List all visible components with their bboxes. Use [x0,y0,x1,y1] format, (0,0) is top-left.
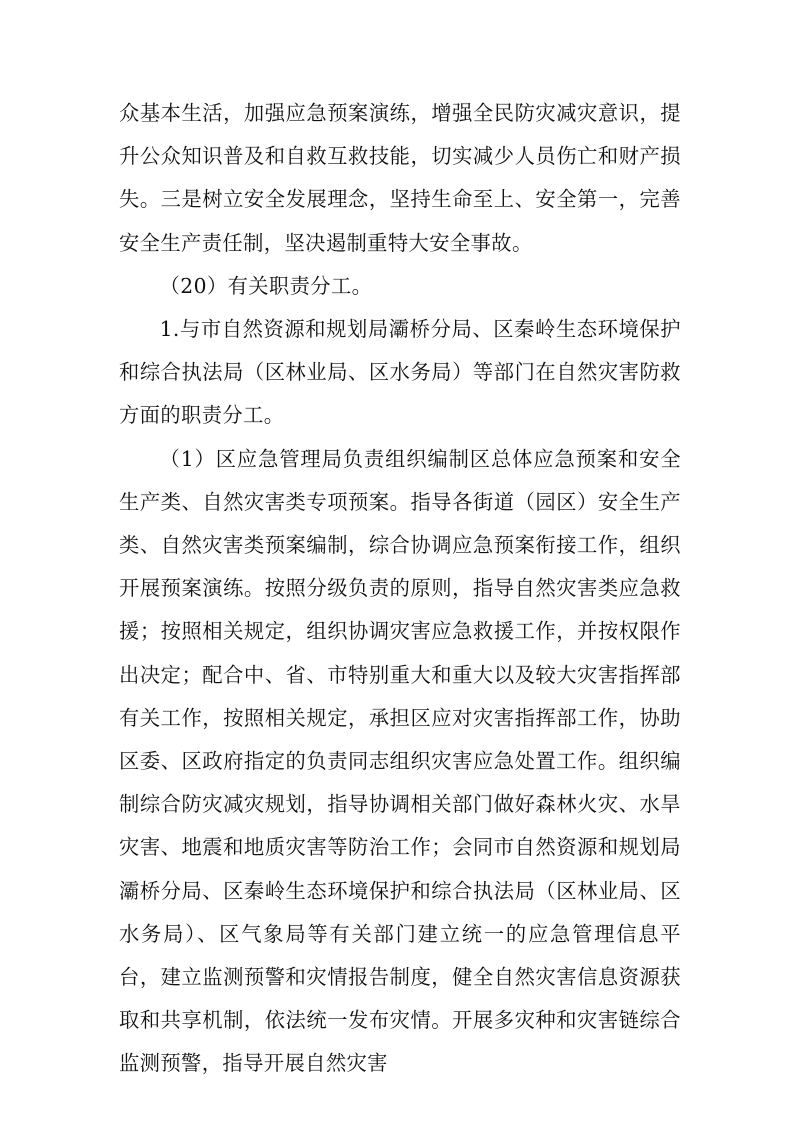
document-body [119,92,681,1086]
paragraph-item-1-1: （1）区应急管理局负责组织编制区总体应急预案和安全生产类、自然灾害类专项预案。指导各街道（园区）安全生产类、自然灾害类预案编制，综合协调应急预案衔接工作，组织开展预案演练。按照分级负责的原则，指导自然灾害类应急救援；按照相关规定，组织协调灾害应急救援工作，并按权限作出决定；配合中、省、市特别重大和重大以及较大灾害指挥部有关工作，按照相关规定，承担区应对灾害指挥部工作，协助区委、区政府指定的负责同志组织灾害应急处置工作。组织编制综合防灾减灾规划，指导协调相关部门做好森林火灾、水旱灾害、地震和地质灾害等防治工作；会同市自然资源和规划局灞桥分局、区秦岭生态环境保护和综合执法局（区林业局、区水务局）、区气象局等有关部门建立统一的应急管理信息平台，建立监测预警和灾情报告制度，健全自然灾害信息资源获取和共享机制，依法统一发布灾情。开展多灾种和灾害链综合监测预警，指导开展自然灾害 [119,446,681,1076]
paragraph-intro: 众基本生活，加强应急预案演练，增强全民防灾减灾意识，提升公众知识普及和自救互救技能，切实减少人员伤亡和财产损失。三是树立安全发展理念，坚持生命至上、安全第一，完善安全生产责任制，坚决遏制重特大安全事故。 [119,101,681,255]
paragraph-section-20-heading: （20）有关职责分工。 [159,273,373,298]
paragraph-item-1: 1.与市自然资源和规划局灞桥分局、区秦岭生态环境保护和综合执法局（区林业局、区水务局）等部门在自然灾害防救方面的职责分工。 [119,317,681,428]
